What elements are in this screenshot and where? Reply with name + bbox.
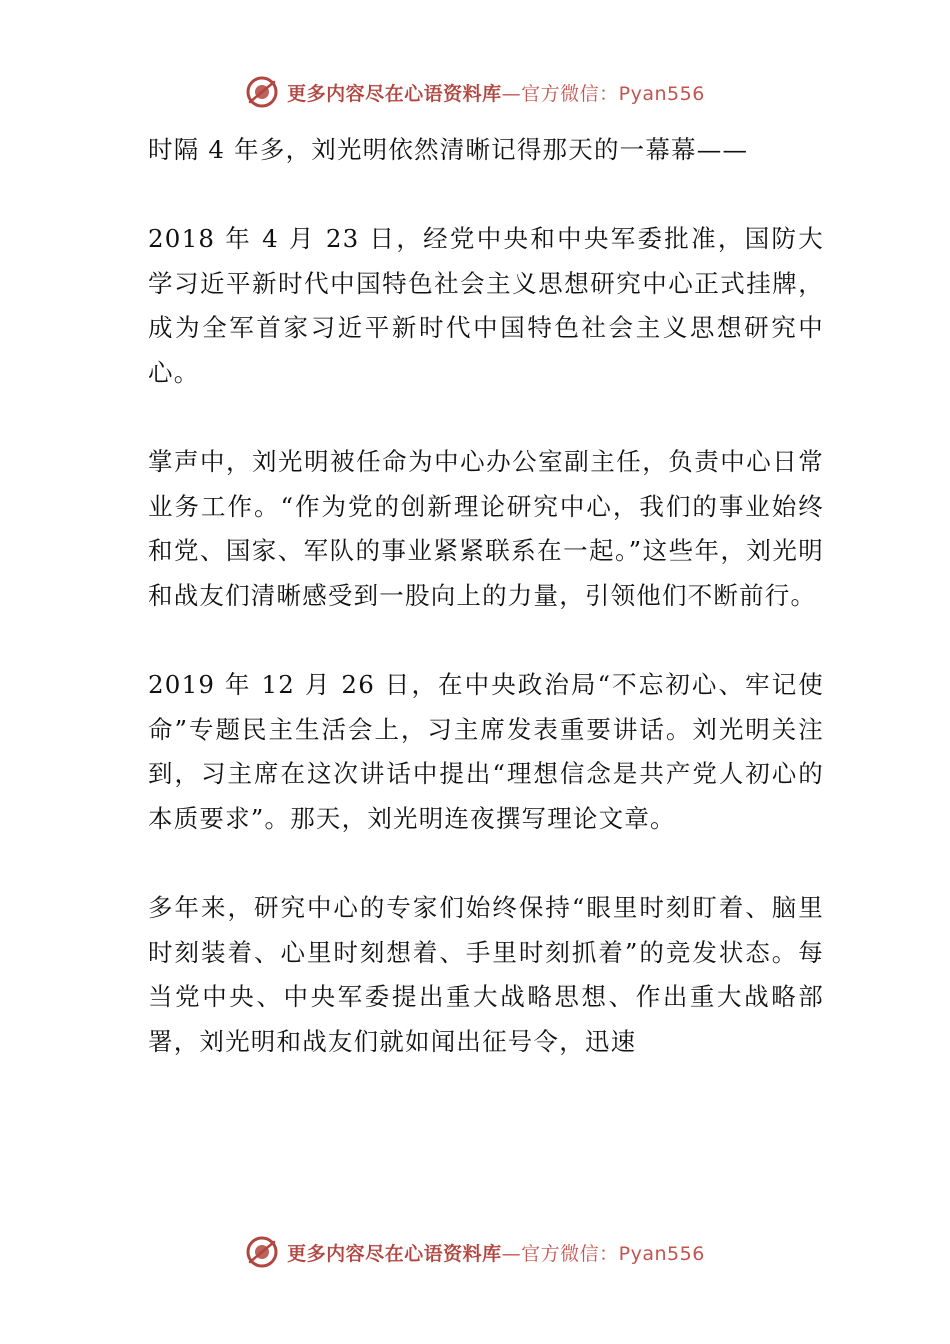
watermark-separator: — <box>501 82 522 105</box>
paragraph-gap <box>148 842 824 887</box>
watermark-wechat: 官方微信：Pyan556 <box>521 1242 705 1265</box>
paragraph-gap <box>148 173 824 218</box>
watermark-brand: 更多内容尽在心语资料库 <box>287 82 502 105</box>
paragraph-5: 多年来，研究中心的专家们始终保持“眼里时刻盯着、脑里时刻装着、心里时刻想着、手里时刻抓着”的竞发状态。每当党中央、中央军委提出重大战略思想、作出重大战略部署，刘光明和战友们就如闻出征号令，迅速 <box>148 893 824 1056</box>
seal-logo-icon <box>245 75 279 109</box>
watermark-text <box>287 79 705 106</box>
watermark-text <box>287 1239 705 1266</box>
paragraph-gap <box>148 619 824 664</box>
footer-watermark <box>0 1232 950 1272</box>
header-watermark <box>0 72 950 112</box>
watermark-wechat: 官方微信：Pyan556 <box>521 82 705 105</box>
watermark-brand: 更多内容尽在心语资料库 <box>287 1242 502 1265</box>
watermark-separator: — <box>501 1242 522 1265</box>
paragraph-4: 2019 年 12 月 26 日，在中央政治局“不忘初心、牢记使命”专题民主生活会上，习主席发表重要讲话。刘光明关注到，习主席在这次讲话中提出“理想信念是共产党人初心的本质要求”。那天，刘光明连夜撰写理论文章。 <box>148 670 824 833</box>
seal-logo-icon <box>245 1235 279 1269</box>
paragraph-2: 2018 年 4 月 23 日，经党中央和中央军委批准，国防大学习近平新时代中国特色社会主义思想研究中心正式挂牌，成为全军首家习近平新时代中国特色社会主义思想研究中心。 <box>148 224 824 387</box>
paragraph-3: 掌声中，刘光明被任命为中心办公室副主任，负责中心日常业务工作。“作为党的创新理论研究中心，我们的事业始终和党、国家、军队的事业紧紧联系在一起。”这些年，刘光明和战友们清晰感受到一股向上的力量，引领他们不断前行。 <box>148 447 824 610</box>
paragraph-1: 时隔 4 年多，刘光明依然清晰记得那天的一幕幕—— <box>148 135 749 164</box>
paragraph-gap <box>148 396 824 441</box>
article-body <box>148 128 824 1064</box>
